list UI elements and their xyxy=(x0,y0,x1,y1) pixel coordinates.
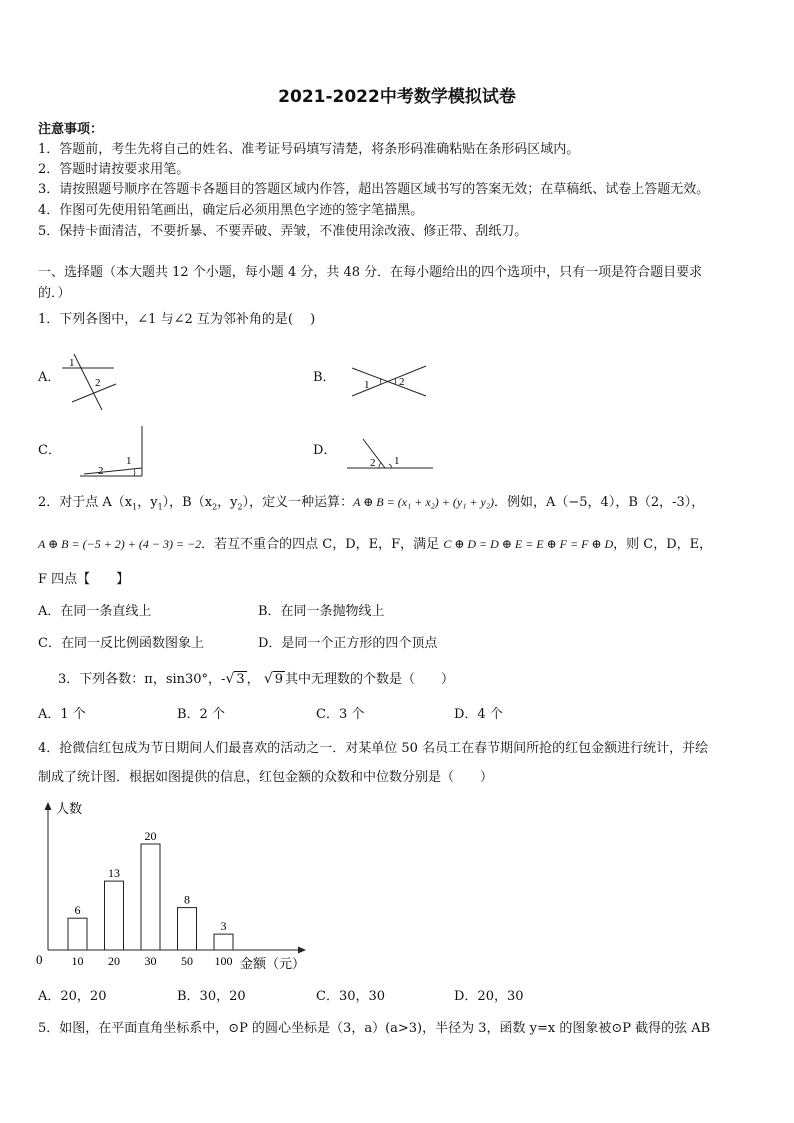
bar-value-label: 20 xyxy=(144,829,157,843)
sqrt-symbol: √ xyxy=(225,671,235,687)
q3-stem: 3．下列各数：π，sin30°，-√ 3 ， √ 9 其中无理数的个数是（ ） xyxy=(58,671,455,687)
x-tick-label: 100 xyxy=(214,954,233,968)
notice-item: 3．请按照题号顺序在答题卡各题目的答题区域内作答，超出答题区域书写的答案无效；在草稿纸、试卷上答题无效。 xyxy=(38,182,710,197)
q3-option-a: A．1 个 xyxy=(38,707,86,722)
q1-figure-c xyxy=(76,424,146,480)
q2-formula-example: A ⊕ B = (−5 + 2) + (4 − 3) = −2 xyxy=(38,537,202,551)
x-axis-label: 金额（元） xyxy=(240,956,306,971)
q4-option-b: B．30，20 xyxy=(177,989,246,1004)
q3-option-b: B．2 个 xyxy=(177,707,225,722)
q4-option-c: C．30，30 xyxy=(316,989,386,1004)
bar-value-label: 8 xyxy=(184,892,190,907)
q2-option-d: D．是同一个正方形的四个顶点 xyxy=(258,636,438,651)
q1-option-d-label: D． xyxy=(313,443,337,458)
svg-text:1: 1 xyxy=(364,379,370,391)
x-tick-label: 50 xyxy=(181,954,193,968)
q3-option-c: C．3 个 xyxy=(316,707,365,722)
q4-option-a: A．20，20 xyxy=(38,989,107,1004)
notice-item: 5．保持卡面清洁，不要折暴、不要弄破、弄皱，不准使用涂改液、修正带、刮纸刀。 xyxy=(38,224,528,239)
bar xyxy=(214,934,233,950)
y-axis-label: 人数 xyxy=(56,801,83,816)
q1-stem: 1．下列各图中，∠1 与∠2 互为邻补角的是( ) xyxy=(38,312,316,327)
q1-figure-b xyxy=(348,358,430,402)
x-tick-label: 10 xyxy=(71,954,84,968)
bar-chart xyxy=(30,798,320,978)
page-title: 2021-2022中考数学模拟试卷 xyxy=(278,87,516,107)
notice-item: 2．答题时请按要求用笔。 xyxy=(38,162,190,177)
bar xyxy=(141,844,160,950)
bar-value-label: 3 xyxy=(220,919,227,934)
sqrt-symbol: √ xyxy=(263,671,273,687)
x-tick-label: 20 xyxy=(108,954,120,968)
q2-formula-condition: C ⊕ D = D ⊕ E = E ⊕ F = F ⊕ D xyxy=(443,537,614,551)
origin-label: 0 xyxy=(36,952,43,967)
q4-stem-line2: 制成了统计图．根据如图提供的信息，红包金额的众数和中位数分别是（ ） xyxy=(38,770,494,785)
notice-item: 1．答题前，考生先将自己的姓名、准考证号码填写清楚，将条形码准确粘贴在条形码区域内。 xyxy=(38,142,580,157)
section-heading-cont: 的．） xyxy=(38,286,71,301)
q1-option-a-label: A． xyxy=(38,370,61,385)
q1-figure-d xyxy=(343,436,435,472)
svg-text:2: 2 xyxy=(95,377,101,389)
q2-stem-line1: 2．对于点 $A(x_1$，$y_1$），$B(x_2$，$y_2$），定义一种运算：A ⊕ B = (x₁ + x₂) + (y₁ + y₂)．例如，A（−5，4），B（2，-3）， xyxy=(38,495,705,512)
x-tick-label: 30 xyxy=(144,954,157,968)
q5-stem-line1: 5．如图，在平面直角坐标系中，⊙P 的圆心坐标是（3，a）(a>3)，半径为 3，函数 y=x 的图象被⊙P 截得的弦 AB xyxy=(38,1021,711,1036)
svg-text:2: 2 xyxy=(370,457,376,469)
q1-option-c-label: C． xyxy=(38,443,61,458)
q4-stem-line1: 4．抢微信红包成为节日期间人们最喜欢的活动之一．对某单位 50 名员工在春节期间所抢的红包金额进行统计，并绘 xyxy=(38,741,709,756)
bar-value-label: 13 xyxy=(108,866,120,881)
notice-item: 4．作图可先使用铅笔画出，确定后必须用黑色字迹的签字笔描黑。 xyxy=(38,203,424,218)
q2-stem-line2: A ⊕ B = (−5 + 2) + (4 − 3) = −2．若互不重合的四点 C，D，E，F，满足 C ⊕ D = D ⊕ E = E ⊕ F = F ⊕ D，则 C，D，E， xyxy=(38,537,713,552)
bar xyxy=(68,918,87,950)
q1-option-b-label: B． xyxy=(313,370,336,385)
q2-formula-def: A ⊕ B = (x₁ + x₂) + (y₁ + y₂) xyxy=(353,495,494,509)
bar xyxy=(178,908,197,950)
svg-text:2: 2 xyxy=(399,376,405,388)
svg-text:1: 1 xyxy=(126,455,132,467)
x-axis-arrow xyxy=(298,947,306,954)
bar xyxy=(105,881,124,950)
section-heading: 一、选择题（本大题共 12 个小题，每小题 4 分，共 48 分．在每小题给出的四个选项中，只有一项是符合题目要求 xyxy=(38,265,703,280)
q2-option-b: B．在同一条抛物线上 xyxy=(258,604,385,619)
svg-text:1: 1 xyxy=(69,357,75,369)
svg-text:2: 2 xyxy=(98,465,104,477)
bar-value-label: 6 xyxy=(74,903,81,918)
q2-option-a: A．在同一条直线上 xyxy=(38,604,152,619)
y-axis-arrow xyxy=(45,802,52,810)
q4-option-d: D．20，30 xyxy=(454,989,524,1004)
q2-option-c: C．在同一反比例函数图象上 xyxy=(38,636,204,651)
svg-text:1: 1 xyxy=(394,455,400,467)
notice-heading: 注意事项： xyxy=(38,122,104,137)
q1-figure-a xyxy=(58,350,128,412)
q2-stem-line3: F 四点【 】 xyxy=(38,572,130,587)
q3-option-d: D．4 个 xyxy=(454,707,503,722)
